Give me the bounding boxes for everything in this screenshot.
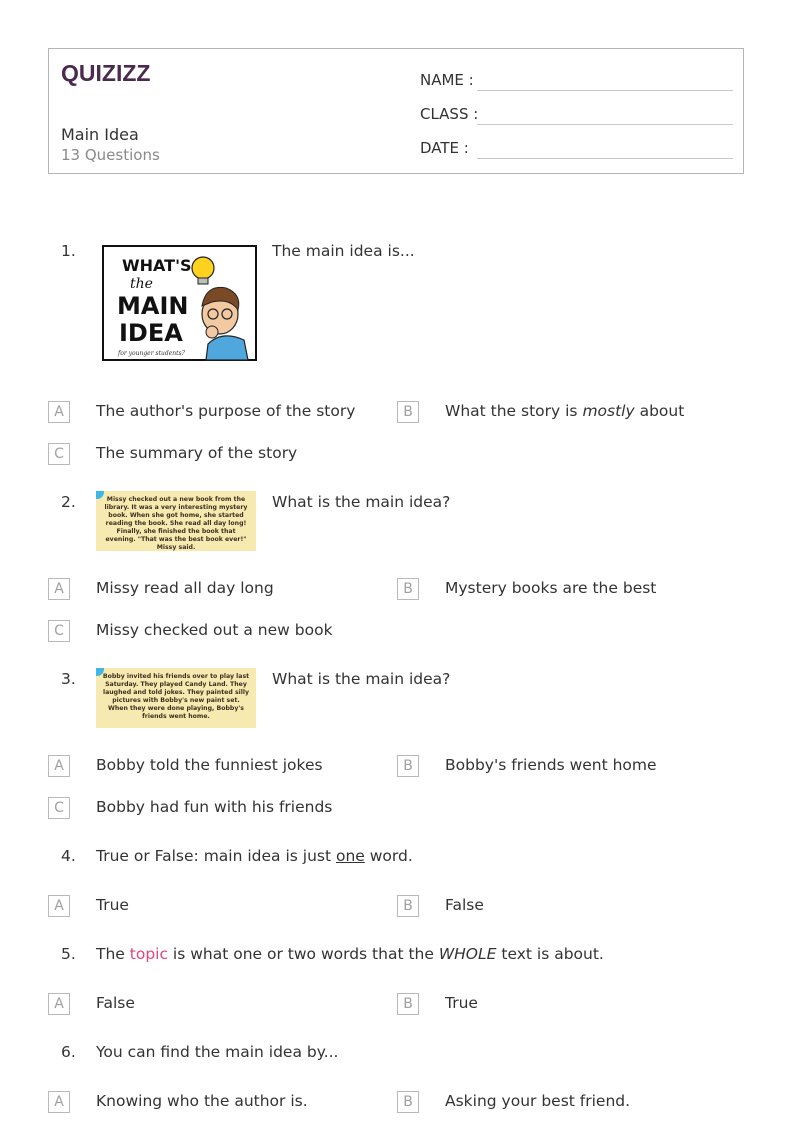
- option-b[interactable]: [397, 755, 657, 777]
- question-prompt: You can find the main idea by...: [96, 1043, 339, 1061]
- question-number: 1.: [61, 242, 76, 260]
- option-letter: C: [48, 620, 70, 642]
- option-letter: B: [397, 401, 419, 423]
- option-letter: A: [48, 401, 70, 423]
- option-letter: B: [397, 993, 419, 1015]
- option-a[interactable]: [48, 401, 356, 423]
- passage-image: [96, 668, 256, 728]
- option-letter: A: [48, 993, 70, 1015]
- option-c[interactable]: [48, 443, 298, 465]
- option-letter: A: [48, 895, 70, 917]
- option-c[interactable]: [48, 620, 333, 642]
- question-number: 3.: [61, 670, 76, 688]
- main-idea-illustration: [102, 244, 258, 362]
- option-letter: A: [48, 578, 70, 600]
- option-b[interactable]: [397, 993, 478, 1015]
- option-text: Bobby told the funniest jokes: [96, 756, 323, 774]
- option-text: Bobby had fun with his friends: [96, 798, 333, 816]
- worksheet-title: Main Idea: [61, 125, 139, 144]
- option-text: True: [445, 994, 478, 1012]
- svg-text:the: the: [130, 276, 153, 292]
- question-prompt: What is the main idea?: [272, 493, 451, 511]
- option-letter: B: [397, 755, 419, 777]
- option-a[interactable]: [48, 895, 129, 917]
- class-field[interactable]: [420, 101, 733, 125]
- svg-text:IDEA: IDEA: [119, 319, 183, 347]
- option-text: False: [96, 994, 135, 1012]
- highlighted-word: topic: [129, 945, 168, 963]
- option-b[interactable]: [397, 578, 657, 600]
- svg-text:for younger students?: for younger students?: [118, 350, 185, 357]
- option-a[interactable]: [48, 1091, 308, 1113]
- name-label: NAME :: [420, 71, 474, 89]
- corner-dot: [96, 491, 104, 499]
- option-text: Mystery books are the best: [445, 579, 657, 597]
- option-text: Missy checked out a new book: [96, 621, 333, 639]
- svg-text:MAIN: MAIN: [117, 292, 189, 320]
- class-line: [477, 124, 733, 125]
- option-text: Knowing who the author is.: [96, 1092, 308, 1110]
- option-text: True: [96, 896, 129, 914]
- option-c[interactable]: [48, 797, 333, 819]
- option-a[interactable]: [48, 993, 135, 1015]
- name-line: [477, 90, 733, 91]
- option-b[interactable]: [397, 895, 484, 917]
- question-number: 4.: [61, 847, 76, 865]
- question-number: 6.: [61, 1043, 76, 1061]
- question-prompt: True or False: main idea is just one word.: [96, 847, 413, 865]
- option-text: The summary of the story: [96, 444, 298, 462]
- class-label: CLASS :: [420, 105, 479, 123]
- question-prompt: What is the main idea?: [272, 670, 451, 688]
- option-letter: B: [397, 895, 419, 917]
- question-number: 5.: [61, 945, 76, 963]
- date-label: DATE :: [420, 139, 469, 157]
- svg-text:QUIZIZZ: QUIZIZZ: [61, 60, 151, 86]
- option-b[interactable]: [397, 1091, 631, 1113]
- quizizz-logo: [61, 59, 161, 87]
- question-number: 2.: [61, 493, 76, 511]
- passage-text: Bobby invited his friends over to play last Saturday. They played Candy Land. They laughed and told jokes. They painted silly pictures with Bobby's new paint set. When they were done playing, Bobby's friends went home.: [102, 673, 250, 720]
- option-letter: C: [48, 797, 70, 819]
- date-line: [477, 158, 733, 159]
- svg-text:WHAT'S: WHAT'S: [122, 256, 192, 275]
- name-field[interactable]: [420, 67, 733, 91]
- option-text: Asking your best friend.: [445, 1092, 631, 1110]
- passage-text: Missy checked out a new book from the library. It was a very interesting mystery book. When she got home, she started reading the book. She read all day long! Finally, she finished the book that evening. "That was the best book ever!" Missy said.: [104, 496, 248, 551]
- option-a[interactable]: [48, 578, 274, 600]
- option-text: The author's purpose of the story: [96, 402, 356, 420]
- option-b[interactable]: [397, 401, 685, 423]
- option-a[interactable]: [48, 755, 323, 777]
- option-letter: C: [48, 443, 70, 465]
- worksheet-header: [48, 48, 744, 174]
- option-text: Missy read all day long: [96, 579, 274, 597]
- option-letter: A: [48, 755, 70, 777]
- option-text: Bobby's friends went home: [445, 756, 657, 774]
- option-text: False: [445, 896, 484, 914]
- option-text: What the story is mostly about: [445, 402, 685, 420]
- passage-image: [96, 491, 256, 551]
- option-letter: A: [48, 1091, 70, 1113]
- question-count: 13 Questions: [61, 146, 160, 164]
- date-field[interactable]: [420, 135, 733, 159]
- option-letter: B: [397, 1091, 419, 1113]
- question-prompt: The main idea is...: [272, 242, 415, 260]
- option-letter: B: [397, 578, 419, 600]
- question-prompt: The topic is what one or two words that the WHOLE text is about.: [96, 945, 604, 963]
